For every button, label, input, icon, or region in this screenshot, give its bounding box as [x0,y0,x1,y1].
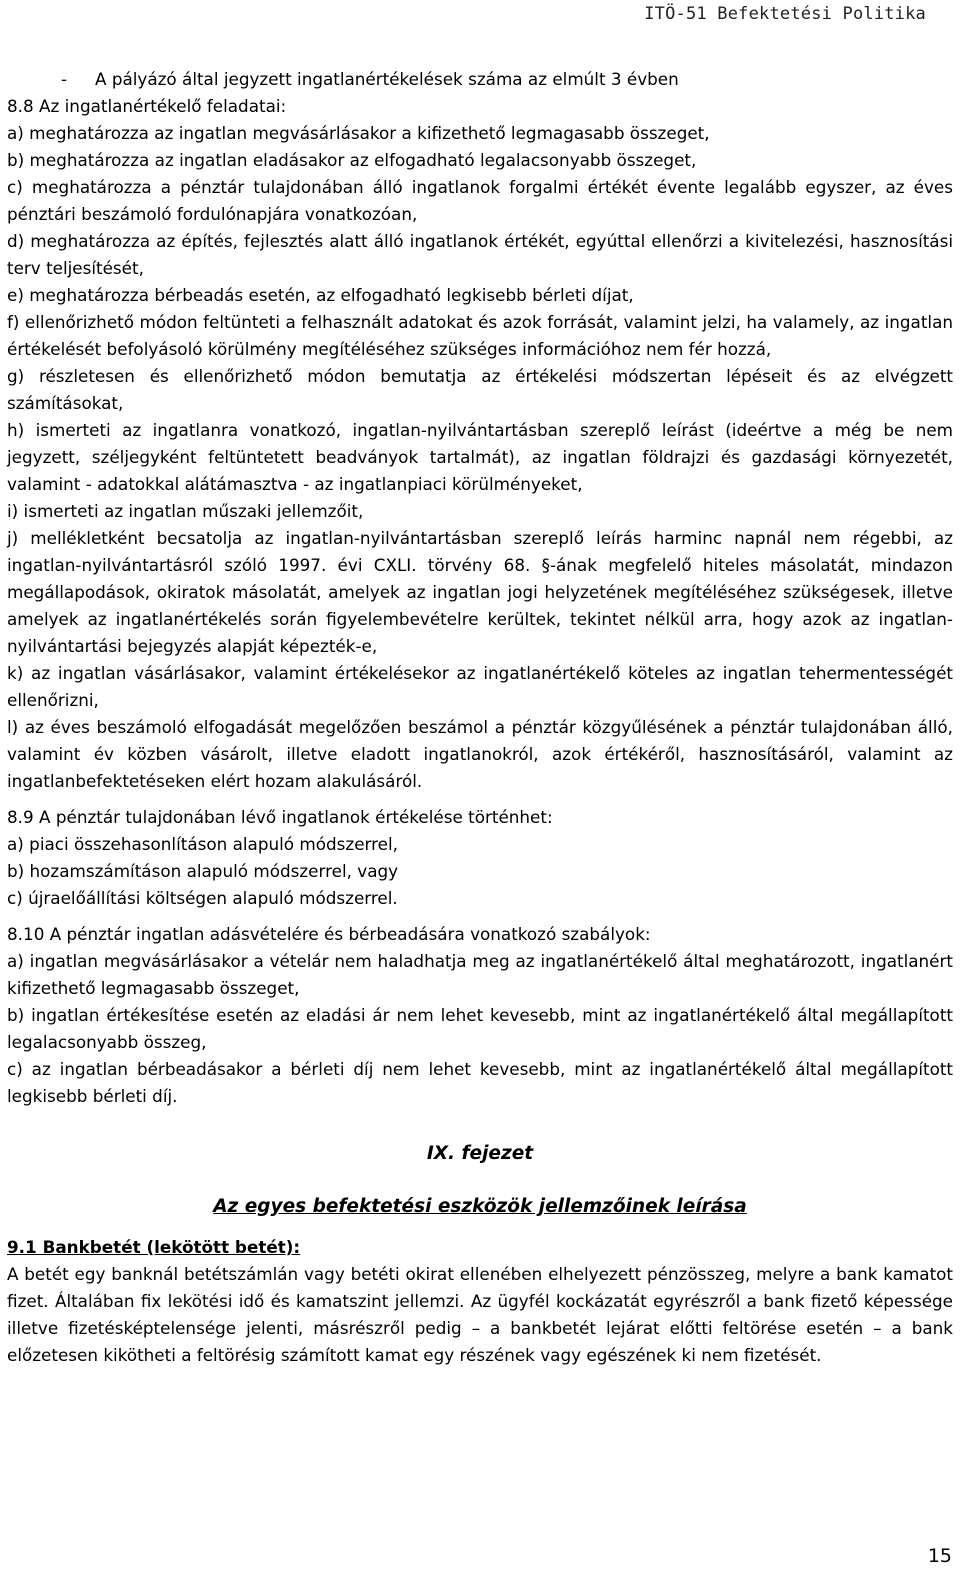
section-9-1-title: 9.1 Bankbetét (lekötött betét): [7,1237,301,1257]
section-8-8-title: 8.8 Az ingatlanértékelő feladatai: [7,96,287,116]
section-8-8-item-c: c) meghatározza a pénztár tulajdonában álló ingatlanok forgalmi értékét évente legalább egyszer, az éves pénztári beszámoló fordulónapjára vonatkozóan, [7,177,953,224]
bullet-dash: - [61,69,68,89]
section-8-8-item-b: b) meghatározza az ingatlan eladásakor az elfogadható legalacsonyabb összeget, [7,150,697,170]
bullet-item [7,66,953,93]
section-8-8-item-d: d) meghatározza az építés, fejlesztés alatt álló ingatlanok értékét, egyúttal ellenőrzi a kivitelezési, hasznosítási terv teljesítését, [7,231,953,278]
section-9-1-body: A betét egy banknál betétszámlán vagy betéti okirat ellenében elhelyezett pénzösszeg, melyre a bank kamatot fizet. Általában fix lekötési idő és kamatszint jellemzi. Az ügyfél kockázatát egyrészről a bank fizető képessége illetve fizetésképtelensége jelenti, másrészről pedig – a bankbetét lejárat előtti feltörése esetén – a bank előzetesen kikötheti a feltörésig számított kamat egy részének vagy egészének ki nem fizetését. [7,1264,953,1365]
section-8-10-title: 8.10 A pénztár ingatlan adásvételére és bérbeadására vonatkozó szabályok: [7,924,651,944]
section-8-10-item-b: b) ingatlan értékesítése esetén az eladási ár nem lehet kevesebb, mint az ingatlanértékelő által megállapított legalacsonyabb összeg, [7,1005,953,1052]
section-8-8-item-l: l) az éves beszámoló elfogadását megelőzően beszámol a pénztár közgyűlésének a pénztár tulajdonában álló, valamint év közben vásárolt, illetve eladott ingatlanokról, azok értékéről, hasznosításáról, valamint az ingatlanbefektetéseken elért hozam alakulásáról. [7,717,953,791]
section-8-8-item-a: a) meghatározza az ingatlan megvásárlásakor a kifizethető legmagasabb összeget, [7,123,710,143]
section-8-9-title: 8.9 A pénztár tulajdonában lévő ingatlanok értékelése történhet: [7,807,553,827]
section-8-8-item-j: j) mellékletként becsatolja az ingatlan-nyilvántartásban szereplő leírás harminc napnál nem régebbi, az ingatlan-nyilvántartásról szóló 1997. évi CXLI. törvény 68. §-ának megfelelő hiteles másolatát, mindazon megállapodások, okiratok másolatát, amelyek az ingatlan jogi helyzetének megítéléséhez szükségesek, illetve amelyek az ingatlanértékelés során figyelembevételre kerültek, tekintet nélkül arra, hogy azok az ingatlan-nyilvántartási bejegyzés alapját képezték-e, [7,528,953,656]
section-8-8-item-e: e) meghatározza bérbeadás esetén, az elfogadható legkisebb bérleti díjat, [7,285,634,305]
page-header: ITÖ-51 Befektetési Politika [644,4,926,24]
section-8-10-item-c: c) az ingatlan bérbeadásakor a bérleti díj nem lehet kevesebb, mint az ingatlanértékelő által megállapított legkisebb bérleti díj. [7,1059,953,1106]
section-8-8-item-h: h) ismerteti az ingatlanra vonatkozó, ingatlan-nyilvántartásban szereplő leírást (ideértve a még be nem jegyzett, széljegyként feltüntetett beadványok tartalmát), az ingatlan földrajzi és gazdasági környezetét, valamint - adatokkal alátámasztva - az ingatlanpiaci körülményeket, [7,420,953,494]
document-body [7,66,953,1369]
section-8-9-item-c: c) újraelőállítási költségen alapuló módszerrel. [7,888,398,908]
bullet-text: A pályázó által jegyzett ingatlanértékelések száma az elmúlt 3 évben [95,69,679,89]
page-number: 15 [927,1545,952,1567]
section-8-8-item-i: i) ismerteti az ingatlan műszaki jellemzőit, [7,501,364,521]
section-8-8-item-k: k) az ingatlan vásárlásakor, valamint értékelésekor az ingatlanértékelő köteles az ingatlan tehermentességét ellenőrizni, [7,663,953,710]
section-8-9-item-b: b) hozamszámításon alapuló módszerrel, vagy [7,861,399,881]
section-8-8-item-g: g) részletesen és ellenőrizhető módon bemutatja az értékelési módszertan lépéseit és az elvégzett számításokat, [7,366,953,413]
section-8-8-item-f: f) ellenőrizhető módon feltünteti a felhasznált adatokat és azok forrását, valamint jelzi, ha valamely, az ingatlan értékelését befolyásoló körülmény megítéléséhez szükséges információhoz nem fér hozzá, [7,312,953,359]
chapter-title: Az egyes befektetési eszközök jellemzőinek leírása [213,1196,747,1217]
section-8-9-item-a: a) piaci összehasonlításon alapuló módszerrel, [7,834,398,854]
chapter-number: IX. fejezet [426,1143,534,1164]
section-8-10-item-a: a) ingatlan megvásárlásakor a vételár nem haladhatja meg az ingatlanértékelő által meghatározott, ingatlanért kifizethető legmagasabb összeget, [7,951,953,998]
